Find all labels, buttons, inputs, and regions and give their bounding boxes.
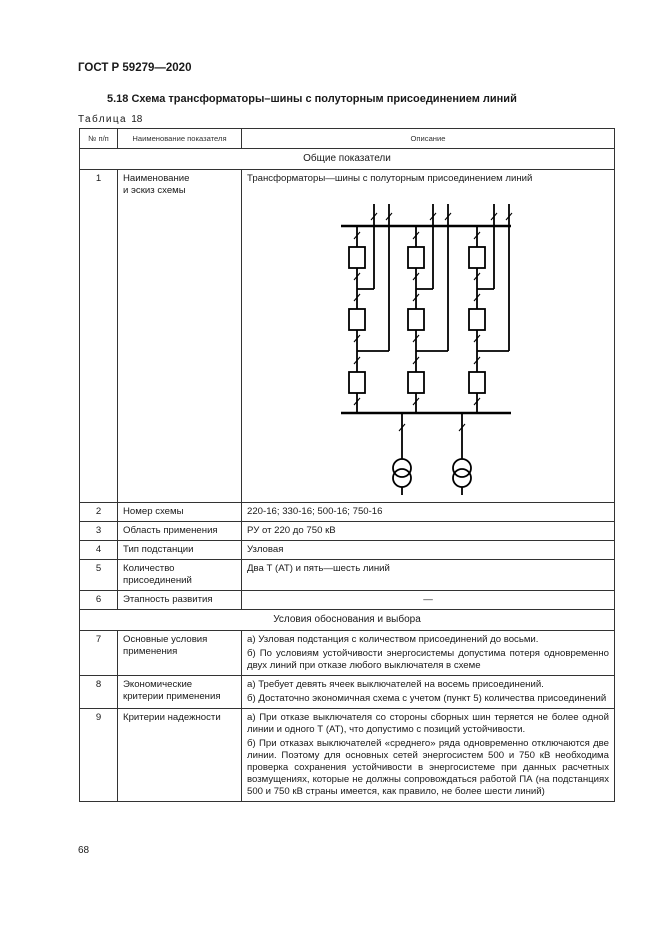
breaker-symbol bbox=[408, 247, 424, 268]
section-general: Общие показатели bbox=[80, 149, 615, 170]
row-description: — bbox=[242, 591, 615, 610]
breaker-symbol bbox=[469, 247, 485, 268]
table-row bbox=[80, 503, 615, 522]
row-name-line: и эскиз схемы bbox=[123, 185, 186, 196]
breaker-symbol bbox=[349, 372, 365, 393]
breaker-symbol bbox=[349, 247, 365, 268]
row-name-line: Экономические bbox=[123, 679, 193, 690]
row-name: Номер схемы bbox=[118, 503, 242, 522]
description-item: б) По условиям устойчивости энергосистемы допустима потеря одновременно двух линий при отказе любого выключателя в схеме bbox=[247, 648, 609, 671]
row-name-line: Наименование bbox=[123, 173, 190, 184]
row-description bbox=[242, 170, 615, 503]
row-description: 220-16; 330-16; 500-16; 750-16 bbox=[242, 503, 615, 522]
breaker-column-3 bbox=[469, 204, 509, 413]
row-description bbox=[242, 709, 615, 802]
row-name-line: Основные условия bbox=[123, 634, 208, 645]
section-row-conditions bbox=[80, 610, 615, 631]
standard-designation: ГОСТ Р 59279—2020 bbox=[78, 62, 192, 74]
table-caption bbox=[78, 114, 142, 125]
table-row bbox=[80, 170, 615, 503]
row-number: 1 bbox=[80, 170, 118, 503]
row-name bbox=[118, 170, 242, 503]
breaker-symbol bbox=[469, 309, 485, 330]
description-item: а) Узловая подстанция с количеством присоединений до восьми. bbox=[247, 634, 539, 645]
table-row bbox=[80, 631, 615, 676]
row-number: 7 bbox=[80, 631, 118, 676]
table-row bbox=[80, 591, 615, 610]
table-caption-number: 18 bbox=[131, 114, 143, 125]
table-caption-label: Таблица bbox=[78, 114, 128, 125]
col-header-num: № п/п bbox=[80, 129, 118, 149]
row-name: Тип подстанции bbox=[118, 541, 242, 560]
row-name-line: присоединений bbox=[123, 575, 192, 586]
page-number: 68 bbox=[78, 845, 90, 856]
breaker-symbol bbox=[349, 309, 365, 330]
row-name-line: Количество bbox=[123, 563, 175, 574]
col-header-name: Наименование показателя bbox=[118, 129, 242, 149]
description-item: а) Требует девять ячеек выключателей на восемь присоединений. bbox=[247, 679, 544, 690]
row-number: 4 bbox=[80, 541, 118, 560]
row-name-line: критерии применения bbox=[123, 691, 221, 702]
row-number: 2 bbox=[80, 503, 118, 522]
section-conditions: Условия обоснования и выбора bbox=[80, 610, 615, 631]
row-number: 8 bbox=[80, 676, 118, 709]
table-header-row bbox=[80, 129, 615, 149]
table-row bbox=[80, 709, 615, 802]
row-description: РУ от 220 до 750 кВ bbox=[242, 522, 615, 541]
breaker-symbol bbox=[408, 309, 424, 330]
row-name: Критерии надежности bbox=[118, 709, 242, 802]
breaker-symbol bbox=[408, 372, 424, 393]
row-name bbox=[118, 560, 242, 591]
scheme-table bbox=[79, 128, 615, 802]
scheme-title: Трансформаторы—шины с полуторным присоединением линий bbox=[247, 173, 533, 184]
breaker-column-2 bbox=[408, 204, 448, 413]
row-number: 3 bbox=[80, 522, 118, 541]
row-description: Два Т (АТ) и пять—шесть линий bbox=[242, 560, 615, 591]
row-description bbox=[242, 676, 615, 709]
row-name: Этапность развития bbox=[118, 591, 242, 610]
description-item: а) При отказе выключателя со стороны сборных шин теряется не более одной линии и одного Т (АТ), что допустимо с позиций устойчивости. bbox=[247, 712, 609, 735]
description-item: б) При отказах выключателей «среднего» ряда одновременно отключаются две линии. Поэтому для основных сетей энергосистем 500 и 750 кВ необходима проверка сохранения устойчивости в энергосистеме при данных расчетных возмущениях, которые не должны сопровождаться работой ПА (на подстанциях 500 и 750 кВ страны имеется, как правило, не более шести линий) bbox=[247, 738, 609, 797]
breaker-column-1 bbox=[349, 204, 389, 413]
row-name bbox=[118, 676, 242, 709]
table-row bbox=[80, 676, 615, 709]
breaker-symbol bbox=[469, 372, 485, 393]
row-number: 9 bbox=[80, 709, 118, 802]
row-name: Область применения bbox=[118, 522, 242, 541]
row-number: 5 bbox=[80, 560, 118, 591]
transformer-1 bbox=[393, 413, 411, 495]
transformer-2 bbox=[453, 413, 471, 495]
section-heading: 5.18 Схема трансформаторы–шины с полуторным присоединением линий bbox=[107, 93, 517, 105]
row-description bbox=[242, 631, 615, 676]
row-name-line: применения bbox=[123, 646, 178, 657]
col-header-description: Описание bbox=[242, 129, 615, 149]
table-row bbox=[80, 541, 615, 560]
row-number: 6 bbox=[80, 591, 118, 610]
scheme-diagram bbox=[328, 191, 528, 499]
description-item: б) Достаточно экономичная схема с учетом (пункт 5) количества присоединений bbox=[247, 693, 607, 704]
row-description: Узловая bbox=[242, 541, 615, 560]
section-row-general bbox=[80, 149, 615, 170]
table-row bbox=[80, 522, 615, 541]
row-name bbox=[118, 631, 242, 676]
table-row bbox=[80, 560, 615, 591]
